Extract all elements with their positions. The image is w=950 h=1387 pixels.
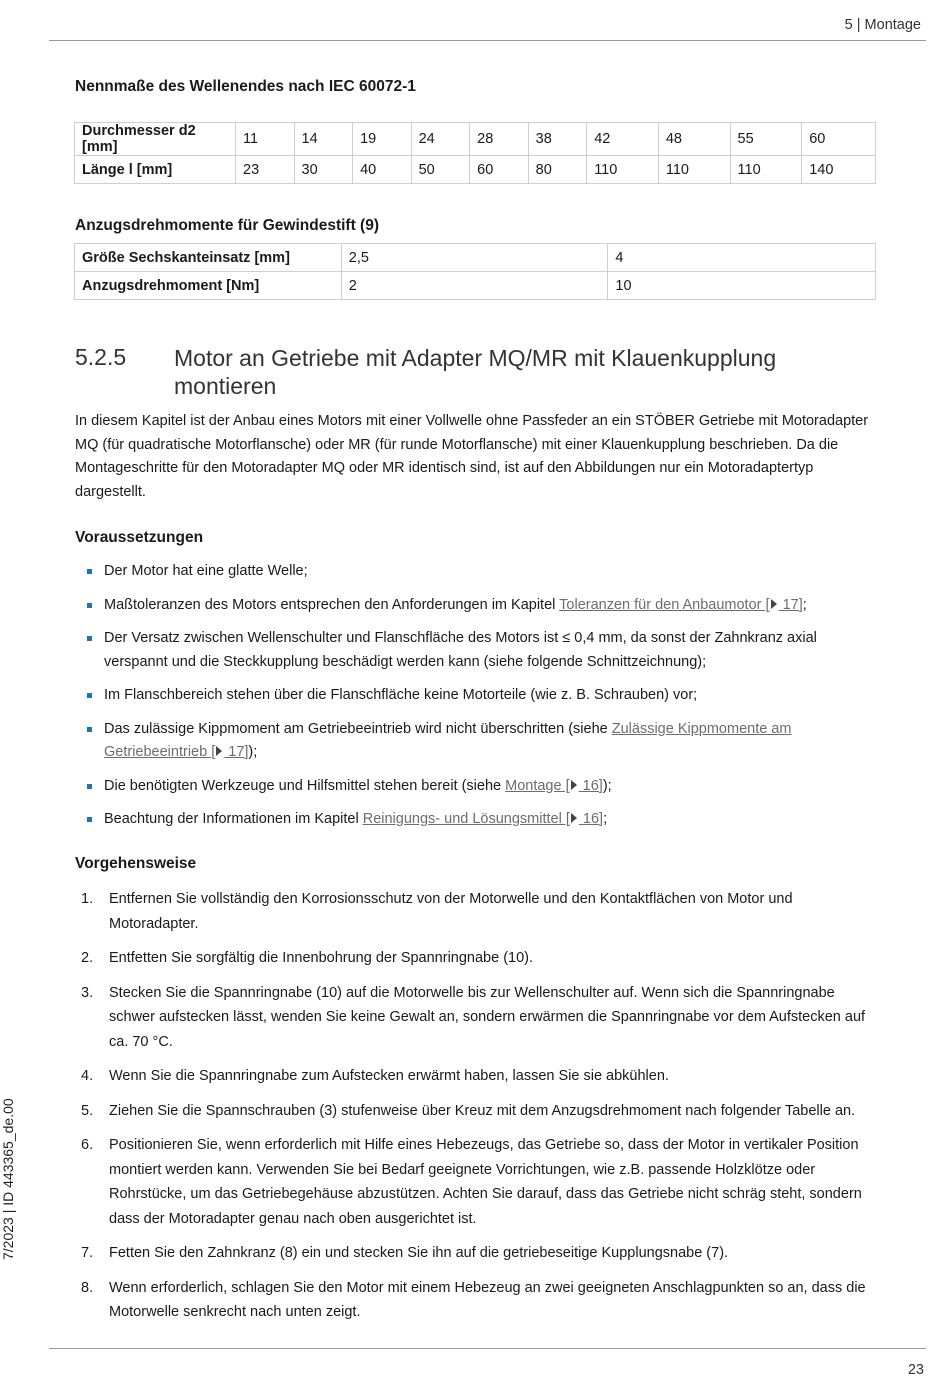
page-arrow-icon: [216, 746, 222, 756]
link-page: 16]: [578, 777, 603, 794]
step-number: 5.: [81, 1102, 94, 1119]
item-text: Das zulässige Kippmoment am Getriebeeintrieb wird nicht überschritten (siehe: [104, 720, 612, 737]
cross-reference-link[interactable]: [559, 597, 803, 613]
row-header: Größe Sechskanteinsatz [mm]: [75, 244, 342, 272]
torque-table: [74, 243, 876, 300]
table-cell: 28: [470, 123, 529, 156]
list-item: [75, 718, 875, 765]
running-header: 5 | Montage: [844, 17, 921, 33]
item-text: Der Versatz zwischen Wellenschulter und Flanschfläche des Motors ist ≤ 0,4 mm, da sonst der Zahnkranz axial verspannt und die Steckkupplung beschädigt werden kann (siehe folgende Schnittzeichnung);: [104, 630, 817, 670]
link-page: 16]: [578, 811, 604, 827]
table-cell: 60: [470, 156, 529, 184]
step-text: Entfernen Sie vollständig den Korrosionsschutz von der Motorwelle und den Kontaktflächen von Motor und Motoradapter.: [109, 891, 793, 932]
cross-reference-link[interactable]: [363, 811, 603, 827]
page-arrow-icon: [571, 813, 577, 823]
table-cell: 10: [608, 272, 876, 300]
table-cell: 30: [294, 156, 353, 184]
link-text: Montage [: [505, 777, 570, 794]
table-cell: 23: [236, 156, 295, 184]
item-text-after: ;: [802, 596, 807, 613]
item-text: Beachtung der Informationen im Kapitel: [104, 811, 363, 827]
procedure-step: [75, 887, 875, 936]
page-arrow-icon: [571, 780, 577, 790]
list-item: [75, 560, 875, 584]
table-cell: 80: [528, 156, 587, 184]
shaft-table-title: Nennmaße des Wellenendes nach IEC 60072-1: [75, 78, 416, 95]
step-number: 2.: [81, 950, 94, 966]
bullet-marker: [87, 817, 92, 822]
prerequisites-list: [75, 560, 875, 842]
link-text: Zulässige Kippmomente am Getriebeeintrieb [: [104, 720, 792, 760]
table-cell: 11: [236, 123, 295, 156]
bullet-marker: [87, 569, 92, 574]
step-text: Entfetten Sie sorgfältig die Innenbohrung der Spannringnabe (10).: [109, 950, 534, 966]
page-number: 23: [907, 1362, 924, 1378]
table-cell: 24: [411, 123, 470, 156]
step-number: 3.: [81, 984, 94, 1001]
procedure-step: [75, 1276, 875, 1325]
procedure-step: [75, 946, 875, 971]
bullet-marker: [87, 603, 92, 608]
bullet-marker: [87, 636, 92, 641]
table-row: [75, 123, 876, 156]
table-cell: 19: [353, 123, 412, 156]
step-text: Positionieren Sie, wenn erforderlich mit Hilfe eines Hebezeugs, das Getriebe so, dass der Motor in vertikaler Position montiert werden kann. Verwenden Sie bei Bedarf geeignete Vorrichtungen, wie z.B. passende Holzklötze oder Rohrstücke, um das Getriebegehäuse abzustützen. Achten Sie darauf, dass das Getriebe nicht schräg steht, sondern dass der Motoradapter genau nach oben ausgerichtet ist.: [109, 1137, 862, 1227]
step-text: Fetten Sie den Zahnkranz (8) ein und stecken Sie ihn auf die getriebeseitige Kupplungsnabe (7).: [109, 1245, 729, 1261]
table-row: [75, 156, 876, 184]
procedure-step: [75, 1241, 875, 1266]
section-intro: In diesem Kapitel ist der Anbau eines Motors mit einer Vollwelle ohne Passfeder an ein STÖBER Getriebe mit Motoradapter MQ (für quadratische Motorflansche) oder MR (für runde Motorflansche) mit einer Klauenkupplung beschrieben. Da die Montageschritte für den Motoradapter MQ oder MR identisch sind, ist auf den Abbildungen nur ein Motoradaptertyp dargestellt.: [75, 413, 869, 500]
item-text: Der Motor hat eine glatte Welle;: [104, 563, 308, 579]
step-number: 6.: [81, 1137, 94, 1153]
table-row: [75, 272, 876, 300]
table-cell: 48: [658, 123, 730, 156]
section-title: Motor an Getriebe mit Adapter MQ/MR mit Klauenkupplung montieren: [174, 345, 777, 399]
document-id: 7/2023 | ID 443365_de.00: [0, 1098, 16, 1260]
step-number: 1.: [81, 891, 94, 907]
item-text-after: ;: [603, 811, 608, 827]
table-cell: 2,5: [341, 244, 608, 272]
link-text: Reinigungs- und Lösungsmittel [: [362, 811, 570, 827]
bullet-marker: [87, 784, 92, 789]
item-text-after: );: [248, 744, 258, 760]
list-item: [75, 808, 875, 832]
table-cell: 50: [411, 156, 470, 184]
table-cell: 55: [730, 123, 802, 156]
bullet-marker: [87, 693, 92, 698]
table-cell: 14: [294, 123, 353, 156]
procedure-steps: [75, 887, 875, 1335]
step-number: 4.: [81, 1068, 94, 1084]
step-text: Wenn Sie die Spannringnabe zum Aufstecken erwärmt haben, lassen Sie sie abkühlen.: [109, 1068, 669, 1084]
item-text: Die benötigten Werkzeuge und Hilfsmittel stehen bereit (siehe: [104, 777, 506, 794]
table-cell: 38: [528, 123, 587, 156]
table-cell: 110: [730, 156, 802, 184]
header-divider: [49, 40, 926, 41]
shaft-dimensions-table: [74, 122, 876, 184]
row-header: Länge l [mm]: [75, 156, 236, 184]
table-cell: 110: [587, 156, 659, 184]
step-text: Ziehen Sie die Spannschrauben (3) stufenweise über Kreuz mit dem Anzugsdrehmoment nach folgender Tabelle an.: [109, 1102, 856, 1119]
list-item: [75, 594, 875, 618]
table-row: [75, 244, 876, 272]
item-text-after: );: [602, 777, 612, 794]
table-cell: 42: [587, 123, 659, 156]
procedure-step: [75, 1064, 875, 1089]
cross-reference-link[interactable]: [505, 778, 603, 794]
table-cell: 2: [341, 272, 608, 300]
footer-divider: [49, 1348, 926, 1349]
section-number: 5.2.5: [75, 344, 127, 370]
item-text: Im Flanschbereich stehen über die Flanschfläche keine Motorteile (wie z. B. Schrauben) vor;: [104, 687, 698, 703]
list-item: [75, 627, 875, 674]
torque-table-title: Anzugsdrehmomente für Gewindestift (9): [75, 217, 379, 234]
procedure-heading: Vorgehensweise: [75, 855, 197, 872]
table-cell: 110: [658, 156, 730, 184]
step-number: 7.: [81, 1245, 94, 1261]
step-number: 8.: [81, 1279, 94, 1296]
link-text: Toleranzen für den Anbaumotor [: [559, 596, 770, 613]
item-text: Maßtoleranzen des Motors entsprechen den Anforderungen im Kapitel: [104, 596, 560, 613]
table-cell: 60: [802, 123, 876, 156]
row-header: Durchmesser d2 [mm]: [75, 123, 236, 156]
link-page: 17]: [224, 744, 249, 760]
table-cell: 40: [353, 156, 412, 184]
step-text: Wenn erforderlich, schlagen Sie den Motor mit einem Hebezeug an zwei geeigneten Anschlagpunkten so an, dass die Motorwelle senkrecht nach unten zeigt.: [109, 1279, 866, 1320]
procedure-step: [75, 1133, 875, 1231]
row-header: Anzugsdrehmoment [Nm]: [75, 272, 342, 300]
page-arrow-icon: [771, 599, 777, 609]
prerequisites-heading: Voraussetzungen: [75, 529, 204, 546]
bullet-marker: [87, 727, 92, 732]
step-text: Stecken Sie die Spannringnabe (10) auf die Motorwelle bis zur Wellenschulter auf. Wenn sich die Spannringnabe schwer aufstecken lässt, wenden Sie keine Gewalt an, sondern erwärmen die Spannringnabe vor dem Aufstecken auf ca. 70 °C.: [109, 984, 866, 1050]
table-cell: 140: [802, 156, 876, 184]
list-item: [75, 684, 875, 708]
link-page: 17]: [778, 596, 803, 613]
table-cell: 4: [608, 244, 876, 272]
list-item: [75, 775, 875, 799]
procedure-step: [75, 1099, 875, 1124]
procedure-step: [75, 981, 875, 1055]
